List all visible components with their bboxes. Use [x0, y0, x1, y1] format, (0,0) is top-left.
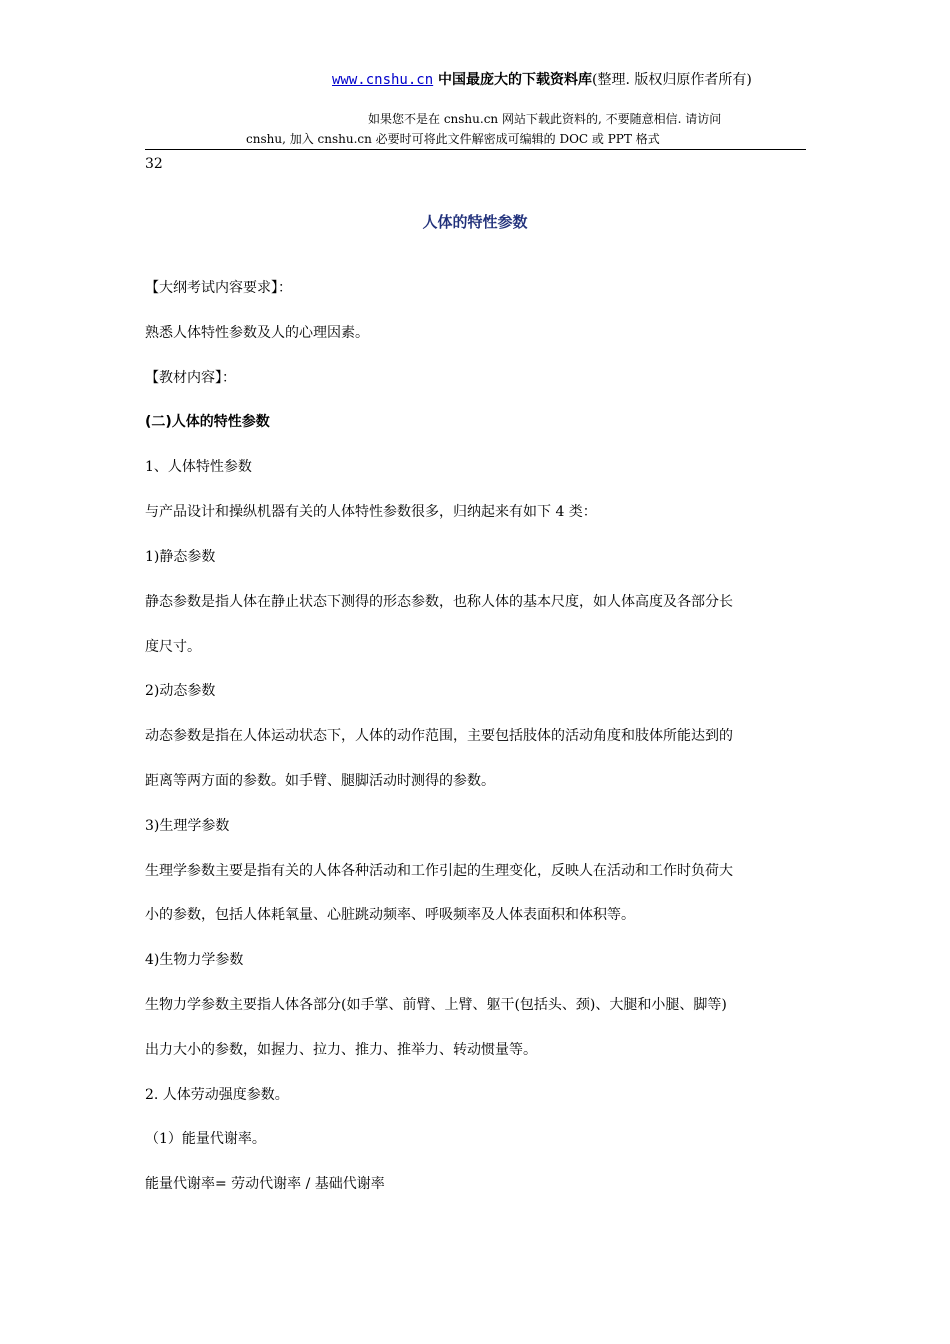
header-site-line	[332, 70, 806, 90]
page-number: 32	[145, 156, 163, 172]
subheading: 4)生物力学参数	[145, 952, 244, 968]
paragraph: 静态参数是指人体在静止状态下测得的形态参数，也称人体的基本尺度，如人体高度及各部分长	[145, 594, 733, 610]
header-divider	[145, 149, 806, 150]
subheading: 1)静态参数	[145, 549, 216, 565]
section-label: 【大纲考试内容要求】：	[145, 280, 292, 296]
subheading: 2)动态参数	[145, 683, 216, 699]
paragraph: 出力大小的参数，如握力、拉力、推力、推举力、转动惯量等。	[145, 1042, 537, 1058]
paragraph: 小的参数，包括人体耗氧量、心脏跳动频率、呼吸频率及人体表面积和体积等。	[145, 907, 635, 923]
site-link[interactable]: www.cnshu.cn	[332, 72, 434, 88]
paragraph: 与产品设计和操纵机器有关的人体特性参数很多，归纳起来有如下 4 类：	[145, 504, 597, 520]
section-heading: (二)人体的特性参数	[145, 414, 270, 430]
subheading: 3)生理学参数	[145, 818, 230, 834]
paragraph: 熟悉人体特性参数及人的心理因素。	[145, 325, 369, 341]
paragraph: 动态参数是指在人体运动状态下，人体的动作范围，主要包括肢体的活动角度和肢体所能达到的	[145, 728, 733, 744]
subheading: 2. 人体劳动强度参数。	[145, 1087, 289, 1103]
subheading: （1）能量代谢率。	[145, 1131, 266, 1147]
formula: 能量代谢率= 劳动代谢率 / 基础代谢率	[145, 1176, 385, 1192]
paragraph: 生理学参数主要是指有关的人体各种活动和工作引起的生理变化，反映人在活动和工作时负荷大	[145, 863, 733, 879]
paragraph: 距离等两方面的参数。如手臂、腿脚活动时测得的参数。	[145, 773, 495, 789]
site-note: (整理. 版权归原作者所有)	[592, 72, 752, 88]
header-notice-line: 如果您不是在 cnshu.cn 网站下载此资料的, 不要随意相信. 请访问	[368, 112, 722, 126]
paragraph: 度尺寸。	[145, 639, 201, 655]
subheading: 1、人体特性参数	[145, 459, 252, 475]
site-title: 中国最庞大的下载资料库	[433, 72, 593, 88]
document-title: 人体的特性参数	[422, 213, 528, 231]
header-notice-line-2: cnshu, 加入 cnshu.cn 必要时可将此文件解密成可编辑的 DOC 或 PPT 格式	[246, 132, 660, 146]
section-label: 【教材内容】：	[145, 370, 236, 386]
paragraph: 生物力学参数主要指人体各部分(如手掌、前臂、上臂、躯干(包括头、颈)、大腿和小腿、脚等)	[145, 997, 727, 1013]
